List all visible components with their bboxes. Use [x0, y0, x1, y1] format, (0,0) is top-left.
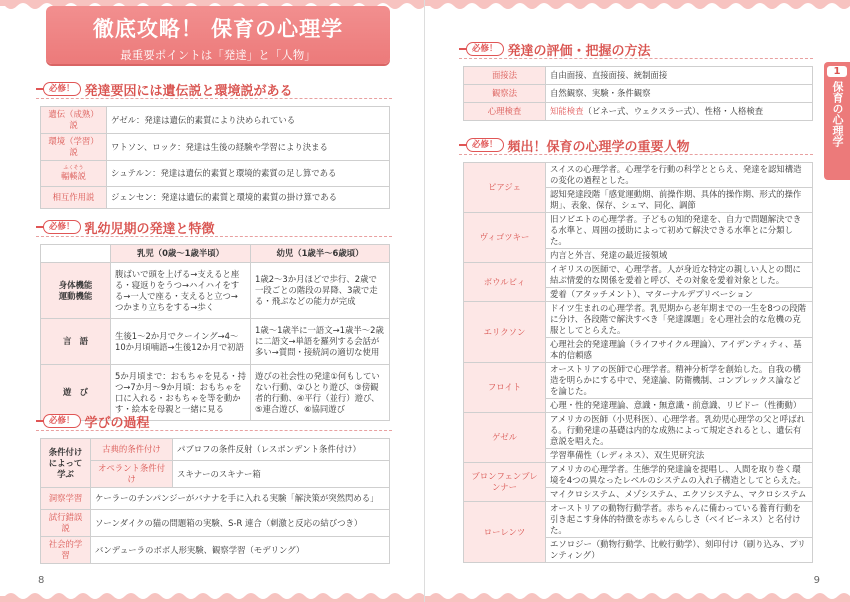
section-title: 乳幼児期の発達と特徴 — [84, 221, 215, 237]
required-badge: 必修！ — [43, 220, 81, 234]
section-title: 発達要因には遺伝説と環境説がある — [84, 83, 293, 99]
table-row — [41, 319, 390, 365]
table-row — [464, 163, 813, 188]
row-text: ケーラーのチンパンジーがバナナを手に入れる実験「解決策が突然閃める」 — [91, 488, 390, 510]
row-label: 社会的学習 — [41, 537, 91, 564]
row-text: 自由面接、直接面接、統制面接 — [546, 67, 813, 85]
header-blank — [41, 245, 111, 263]
row-label-text: 輻輳説 — [60, 171, 87, 181]
section-divider — [36, 236, 392, 237]
person-name: ピアジェ — [464, 163, 546, 213]
section-title: 発達の評価・把握の方法 — [507, 43, 651, 59]
row-label: 身体機能 運動機能 — [41, 263, 111, 319]
section-heading-people — [459, 136, 690, 154]
person-description: アメリカの心理学者。生態学的発達論を提唱し、人間を取り巻く環境を4つの異なったレベルのシステムの入れ子構造としてとらえた。 — [546, 463, 813, 488]
header-child: 幼児（1歳半～6歳頃） — [251, 245, 390, 263]
person-description: オーストリアの医師で心理学者。精神分析学を創始した。自我の構造を明らかにする中で、発達論、防衛機制、コンプレックス論などを論じた。 — [546, 363, 813, 399]
table-row — [41, 488, 390, 510]
row-text: スキナーのスキナー箱 — [173, 461, 390, 488]
person-name: ヴィゴツキー — [464, 213, 546, 263]
heredity-table — [40, 106, 390, 209]
section-divider — [36, 430, 392, 431]
table-row — [41, 187, 390, 209]
person-keywords: エソロジー（動物行動学、比較行動学）、刻印付け（刷り込み、プリンティング） — [546, 538, 813, 563]
row-text: 自然観察、実験・条件観察 — [546, 85, 813, 103]
person-name: エリクソン — [464, 302, 546, 363]
person-name: ローレンツ — [464, 502, 546, 563]
page-subtitle: 最重要ポイントは「発達」と「人物」 — [120, 48, 316, 62]
section-heading-heredity — [36, 80, 293, 98]
row-text: パブロフの条件反射（レスポンデント条件付け） — [173, 439, 390, 461]
child-cell: 1歳2～3か月ほどで歩行、2歳で一段ごとの階段の昇降、3歳で走る・飛ぶなどの能力が完成 — [251, 263, 390, 319]
row-label: 面接法 — [464, 67, 546, 85]
table-row — [41, 107, 390, 134]
row-text: ワトソン、ロック：発達は生後の経験や学習により決まる — [107, 134, 390, 161]
person-keywords: 愛着（アタッチメント）、マターナルデプリベーション — [546, 288, 813, 302]
row-text: ジェンセン：発達は遺伝的素質と環境的素質の掛け算である — [107, 187, 390, 209]
section-divider — [459, 154, 813, 155]
infant-cell: 腹ばいで頭を上げる→支えると座る・寝返りをうつ→ハイハイをする→一人で座る・支えると立つ→つかまり立ちをする→歩く — [111, 263, 251, 319]
table-row — [41, 161, 390, 187]
child-cell: 遊びの社会性の発達①何もしていない行動、②ひとり遊び、③傍観者的行動、④平行（並行）遊び、⑤連合遊び、⑥協同遊び — [251, 365, 390, 421]
row-label: 環境（学習）説 — [41, 134, 107, 161]
table-row — [41, 510, 390, 537]
person-keywords: 内言と外言、発達の最近接領域 — [546, 249, 813, 263]
person-name: ブロンフェンブレンナー — [464, 463, 546, 502]
row-label: 遊 び — [41, 365, 111, 421]
person-description: アメリカの医師（小児科医）、心理学者。乳幼児心理学の父と呼ばれる。行動発達の基礎は内的な成熟によって規定されるとし、遺伝有意説を唱えた。 — [546, 413, 813, 449]
table-row — [464, 85, 813, 103]
person-keywords: マイクロシステム、メゾシステム、エクソシステム、マクロシステム — [546, 488, 813, 502]
row-text — [546, 103, 813, 121]
table-row — [464, 463, 813, 488]
person-name: ボウルビィ — [464, 263, 546, 302]
infant-cell: 5か月頃まで：おもちゃを見る・持つ→7か月～9か月頃：おもちゃを口に入れる・おもちゃを等を動かす・絵本を母親と一緒に見る — [111, 365, 251, 421]
people-table — [463, 162, 813, 563]
table-row — [464, 67, 813, 85]
infancy-table — [40, 244, 390, 421]
person-description: イギリスの医師で、心理学者。人が身近な特定の親しい人との間に結ぶ情愛的な関係を愛着と呼び、その対象を愛着対象とした。 — [546, 263, 813, 288]
required-badge: 必修！ — [43, 414, 81, 428]
row-label: オペラント条件付け — [91, 461, 173, 488]
row-text-rest: （ビネー式、ウェクスラー式）、性格・人格検査 — [583, 106, 764, 116]
child-cell: 1歳～1歳半に一語文→1歳半～2歳に二語文→単語を羅列する会話が多い→質問・接続詞の適切な使用 — [251, 319, 390, 365]
person-description: スイスの心理学者。心理学を行動の科学ととらえ、発達を認知構造の変化の過程とした。 — [546, 163, 813, 188]
header-infant: 乳児（0歳～1歳半頃） — [111, 245, 251, 263]
chapter-tab — [824, 62, 850, 180]
table-row — [464, 103, 813, 121]
person-name: ゲゼル — [464, 413, 546, 463]
section-divider — [459, 58, 813, 59]
row-text: バンデューラのボボ人形実験、観察学習（モデリング） — [91, 537, 390, 564]
section-heading-learning — [36, 412, 150, 430]
table-row — [41, 134, 390, 161]
group-label: 条件付けによって学ぶ — [41, 439, 91, 488]
table-row — [464, 213, 813, 249]
section-divider — [36, 98, 392, 99]
ruby-text: ふくそう — [63, 165, 84, 171]
row-label: 遺伝（成熟）説 — [41, 107, 107, 134]
assessment-table — [463, 66, 813, 121]
row-label: 言 語 — [41, 319, 111, 365]
required-badge: 必修！ — [43, 82, 81, 96]
table-row — [41, 439, 390, 461]
row-label — [41, 161, 107, 187]
person-description: オーストリアの動物行動学者。赤ちゃんに備わっている養育行動を引き起こす身体的特徴を赤ちゃんらしさ（ベイビーネス）と名付けた。 — [546, 502, 813, 538]
table-row — [464, 263, 813, 288]
table-row — [464, 302, 813, 338]
row-text-prefix: 知能検査 — [550, 106, 584, 116]
table-row — [464, 363, 813, 399]
table-row — [41, 537, 390, 564]
section-heading-infancy — [36, 218, 215, 236]
infant-cell: 生後1～2か月でクーイング→4～10か月頃喃語→生後12か月で初語 — [111, 319, 251, 365]
required-badge: 必修！ — [466, 138, 504, 152]
wavy-border-bottom — [425, 588, 850, 602]
row-label: 観察法 — [464, 85, 546, 103]
table-row — [464, 413, 813, 449]
row-label: 心理検査 — [464, 103, 546, 121]
section-heading-assessment — [459, 40, 651, 58]
row-label: 試行錯誤説 — [41, 510, 91, 537]
person-keywords: 学習準備性（レディネス）、双生児研究法 — [546, 449, 813, 463]
row-text: ゲゼル：発達は遺伝的素質により決められている — [107, 107, 390, 134]
table-row — [41, 263, 390, 319]
section-title: 頻出！保育の心理学の重要人物 — [507, 139, 690, 155]
page-number: 8 — [38, 575, 45, 586]
person-description: ドイツ生まれの心理学者。乳児期から老年期までの一生を8つの段階に分け、各段階で解決すべき「発達課題」を心理社会的な危機の克服としてとらえた。 — [546, 302, 813, 338]
section-title: 学びの過程 — [84, 415, 150, 431]
row-label: 洞察学習 — [41, 488, 91, 510]
chapter-number: 1 — [827, 66, 847, 77]
right-page — [425, 0, 850, 602]
person-description: 旧ソビエトの心理学者。子どもの知的発達を、自力で問題解決できる水準と、周囲の援助によって初めて解決できる水準とに分類した。 — [546, 213, 813, 249]
person-name: フロイト — [464, 363, 546, 413]
person-keywords: 心理・性的発達理論、意識・無意識・前意識、リビドー（性衝動） — [546, 399, 813, 413]
page-number: 9 — [813, 575, 820, 586]
learning-table — [40, 438, 390, 564]
table-row — [464, 502, 813, 538]
chapter-name: 保育の心理学 — [831, 81, 844, 147]
wavy-border-top — [425, 0, 850, 14]
chapter-title-box — [46, 6, 390, 64]
row-label: 相互作用説 — [41, 187, 107, 209]
required-badge: 必修！ — [466, 42, 504, 56]
person-keywords: 認知発達段階「感覚運動期、前操作期、具体的操作期、形式的操作期」、表象、保存、シェマ、同化、調節 — [546, 188, 813, 213]
row-text: ソーンダイクの猫の問題箱の実験、S-R 連合（刺激と反応の結びつき） — [91, 510, 390, 537]
person-keywords: 心理社会的発達理論（ライフサイクル理論）、アイデンティティ、基本的信頼感 — [546, 338, 813, 363]
table-row — [41, 461, 390, 488]
wavy-border-bottom — [0, 588, 425, 602]
row-text: シュテルン：発達は遺伝的素質と環境的素質の足し算である — [107, 161, 390, 187]
page-title: 徹底攻略！ 保育の心理学 — [92, 17, 344, 41]
row-label: 古典的条件付け — [91, 439, 173, 461]
table-header-row — [41, 245, 390, 263]
